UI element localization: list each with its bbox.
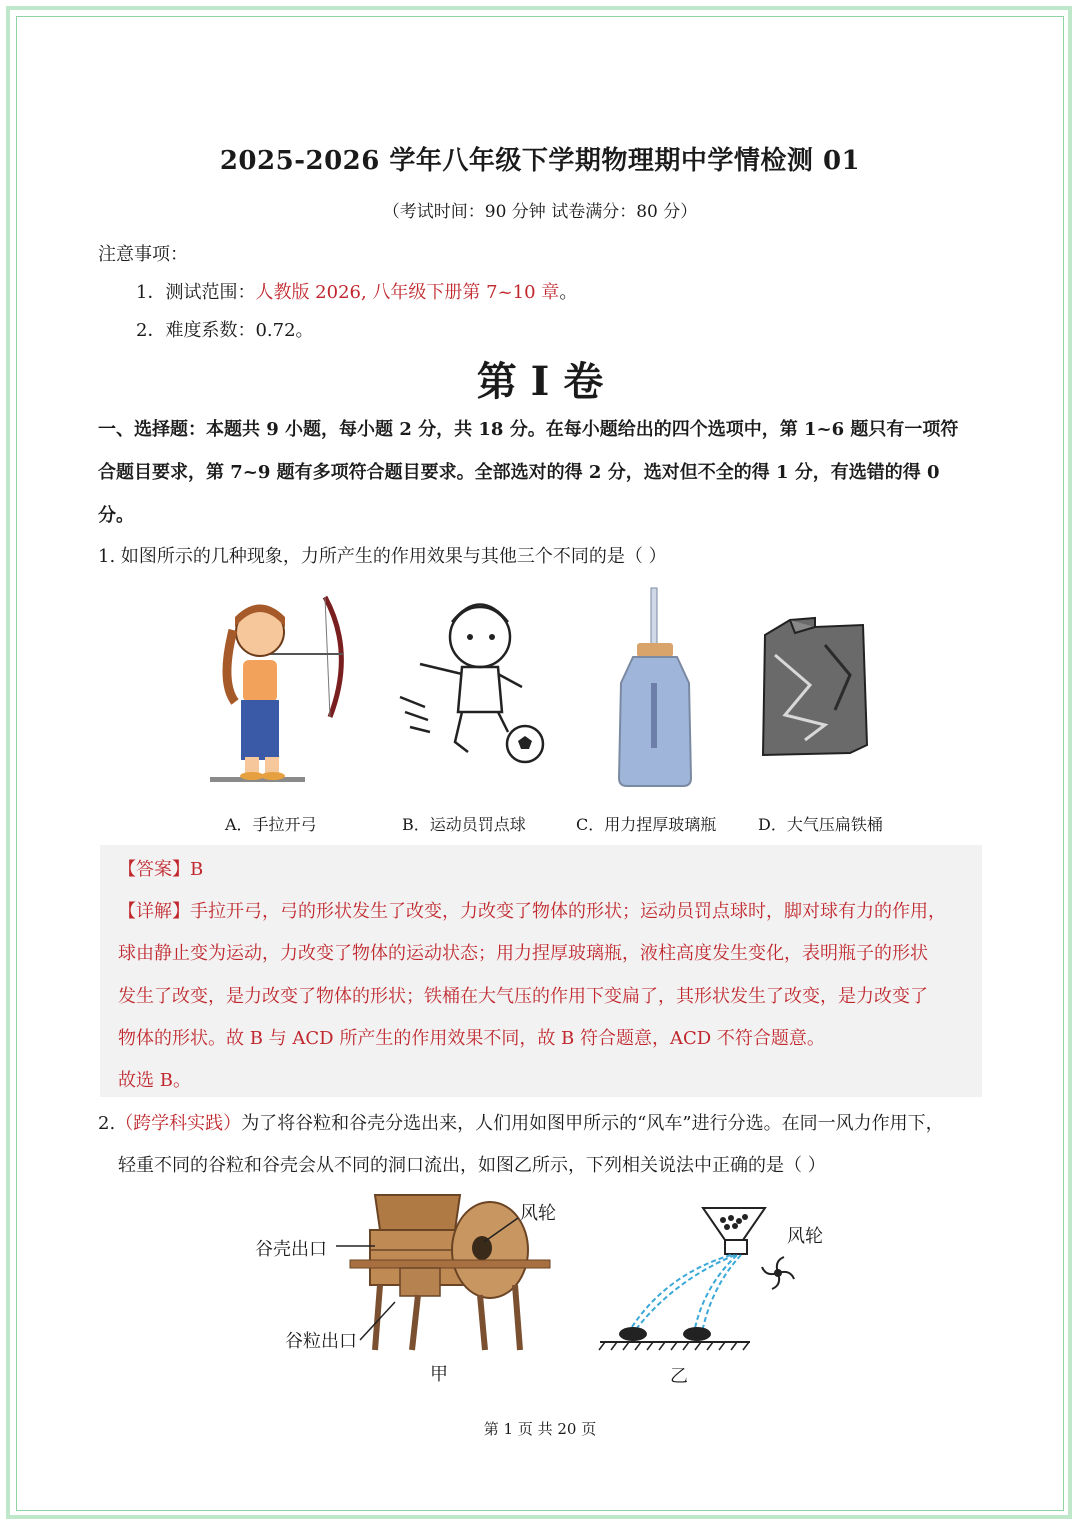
question-1-stem: 1. 如图所示的几种现象，力所产生的作用效果与其他三个不同的是（ ）	[98, 546, 667, 567]
exam-subtitle: （考试时间：90 分钟 试卷满分：80 分）	[382, 202, 698, 222]
caption-yi: 乙	[670, 1366, 688, 1387]
label-husk-outlet: 谷壳出口	[255, 1239, 327, 1260]
section-title: 第 I 卷	[476, 358, 604, 405]
notice-heading: 注意事项：	[98, 244, 188, 265]
notice-item-1-scope: 人教版 2026, 八年级下册第 7~10 章	[255, 282, 560, 303]
instructions-line-3: 分。	[98, 505, 134, 526]
answer-conclusion: 故选 B。	[118, 1070, 191, 1091]
caption-jia: 甲	[430, 1364, 448, 1385]
explanation-line-3: 发生了改变，是力改变了物体的形状；铁桶在大气压的作用下变扁了，其形状发生了改变，是力改变了	[118, 986, 928, 1007]
answer-tag: 【答案】	[118, 859, 190, 880]
label-wheel-yi: 风轮	[787, 1226, 823, 1247]
question-2-stem-1: 为了将谷粒和谷壳分选出来，人们用如图甲所示的“风车”进行分选。在同一风力作用下，	[241, 1113, 944, 1134]
instructions-line-1: 一、选择题：本题共 9 小题，每小题 2 分，共 18 分。在每小题给出的四个选项中，第 1~6 题只有一项符	[98, 419, 959, 440]
question-2-number: 2.	[98, 1113, 116, 1134]
notice-item-1-suffix: 。	[559, 282, 578, 303]
option-b-caption: B．运动员罚点球	[402, 815, 526, 834]
notice-item-2: 2．难度系数：0.72。	[136, 320, 314, 341]
instructions-line-2: 合题目要求，第 7~9 题有多项符合题目要求。全部选对的得 2 分，选对但不全的得 1 分，有选错的得 0	[98, 462, 940, 483]
question-2-tag: （跨学科实践）	[115, 1113, 242, 1134]
explanation-line-4: 物体的形状。故 B 与 ACD 所产生的作用效果不同，故 B 符合题意，ACD 不符合题意。	[118, 1028, 825, 1049]
option-c-caption: C．用力捏厚玻璃瓶	[576, 815, 717, 834]
exam-title: 2025-2026 学年八年级下学期物理期中学情检测 01	[219, 146, 861, 176]
page-footer: 第 1 页 共 20 页	[483, 1420, 597, 1438]
explanation-tag: 【详解】	[118, 901, 190, 922]
option-d-caption: D．大气压扁铁桶	[758, 815, 883, 834]
notice-item-1-prefix: 1．测试范围：	[136, 282, 256, 303]
option-a-caption: A．手拉开弓	[225, 815, 317, 834]
explanation-text-1: 手拉开弓，弓的形状发生了改变，力改变了物体的形状；运动员罚点球时，脚对球有力的作用，	[190, 901, 946, 922]
question-2-line-2: 轻重不同的谷粒和谷壳会从不同的洞口流出，如图乙所示，下列相关说法中正确的是（ ）	[118, 1155, 826, 1176]
winnowing-schematic-icon	[595, 1200, 815, 1360]
explanation-line-2: 球由静止变为运动，力改变了物体的运动状态；用力捏厚玻璃瓶，液柱高度发生变化，表明瓶子的形状	[118, 943, 928, 964]
label-grain-outlet: 谷粒出口	[285, 1331, 357, 1352]
answer-value: B	[190, 859, 204, 880]
label-wheel-jia: 风轮	[520, 1203, 556, 1224]
